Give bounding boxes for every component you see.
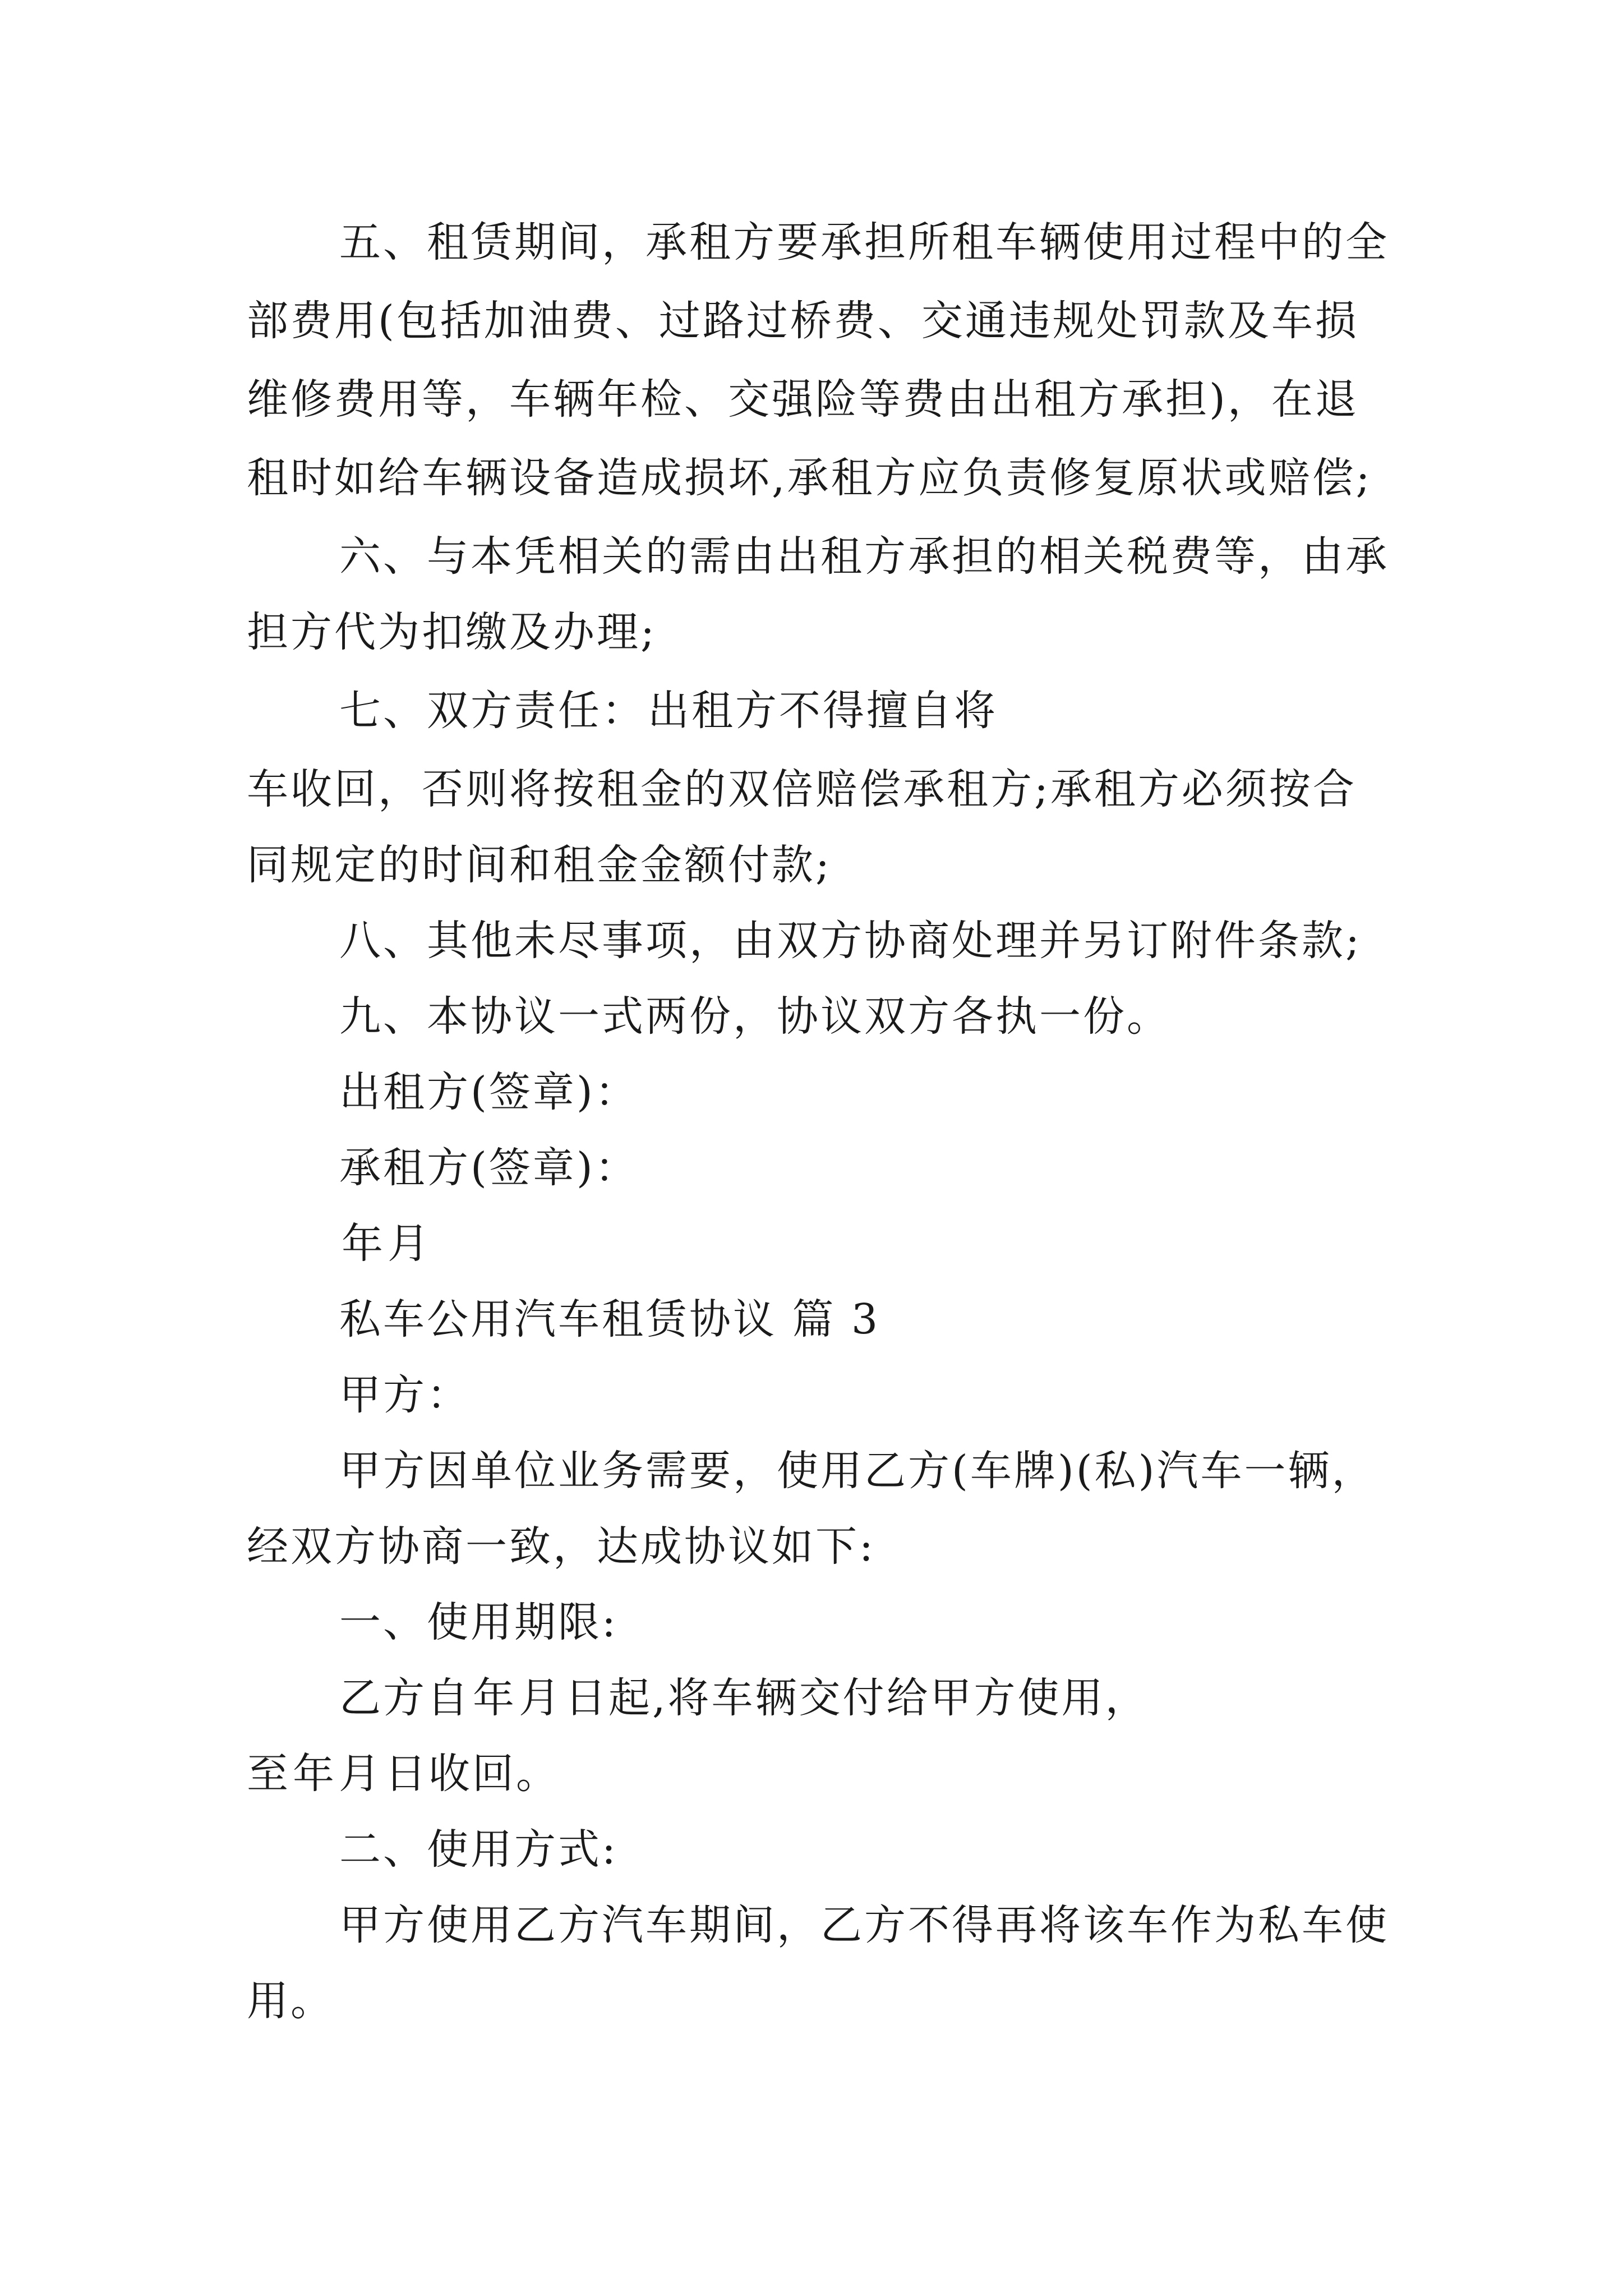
usage-heading: 二、使用方式: — [339, 1825, 618, 1874]
lessor-signature-line: 出租方(签章)： — [339, 1068, 639, 1116]
term-heading: 一、使用期限: — [339, 1598, 618, 1646]
clause-5-line-4: 租时如给车辆设备造成损坏,承租方应负责修复原状或赔偿; — [247, 454, 1372, 502]
party-a-line: 甲方： — [339, 1371, 471, 1419]
clause-5-line-1: 五、租赁期间，承租方要承担所租车辆使用过程中的全 — [339, 218, 1389, 266]
date-line: 年月 — [342, 1220, 431, 1268]
clause-6-line-1: 六、与本凭相关的需由出租方承担的相关税费等，由承 — [339, 532, 1389, 581]
usage-line-2: 用。 — [247, 1977, 334, 2025]
clause-5-line-3: 维修费用等，车辆年检、交强险等费由出租方承担)，在退 — [247, 375, 1359, 424]
clause-8: 八、其他未尽事项，由双方协商处理并另订附件条款; — [339, 917, 1362, 965]
term-line-1: 乙方自年月日起,将车辆交付给甲方使用， — [339, 1674, 1149, 1722]
clause-6-line-2: 担方代为扣缴及办理; — [247, 608, 657, 656]
section-heading: 私车公用汽车租赁协议 篇 3 — [339, 1295, 880, 1343]
term-line-2: 至年月日收回。 — [247, 1750, 560, 1798]
lessee-signature-line: 承租方(签章)： — [339, 1144, 639, 1192]
usage-line-1: 甲方使用乙方汽车期间，乙方不得再将该车作为私车使 — [339, 1901, 1389, 1949]
clause-7-line-3: 同规定的时间和租金金额付款; — [247, 841, 832, 889]
intro-line-1: 甲方因单位业务需要，使用乙方(车牌)(私)汽车一辆， — [339, 1447, 1376, 1495]
clause-7-line-1: 七、双方责任：出租方不得擅自将 — [339, 687, 998, 735]
intro-line-2: 经双方协商一致，达成协议如下: — [247, 1522, 875, 1571]
clause-7-line-2: 车收回，否则将按租金的双倍赔偿承租方;承租方必须按合 — [247, 765, 1357, 813]
clause-9: 九、本协议一式两份，协议双方各执一份。 — [339, 992, 1170, 1041]
clause-5-line-2: 部费用(包括加油费、过路过桥费、交通违规处罚款及车损 — [247, 297, 1359, 345]
